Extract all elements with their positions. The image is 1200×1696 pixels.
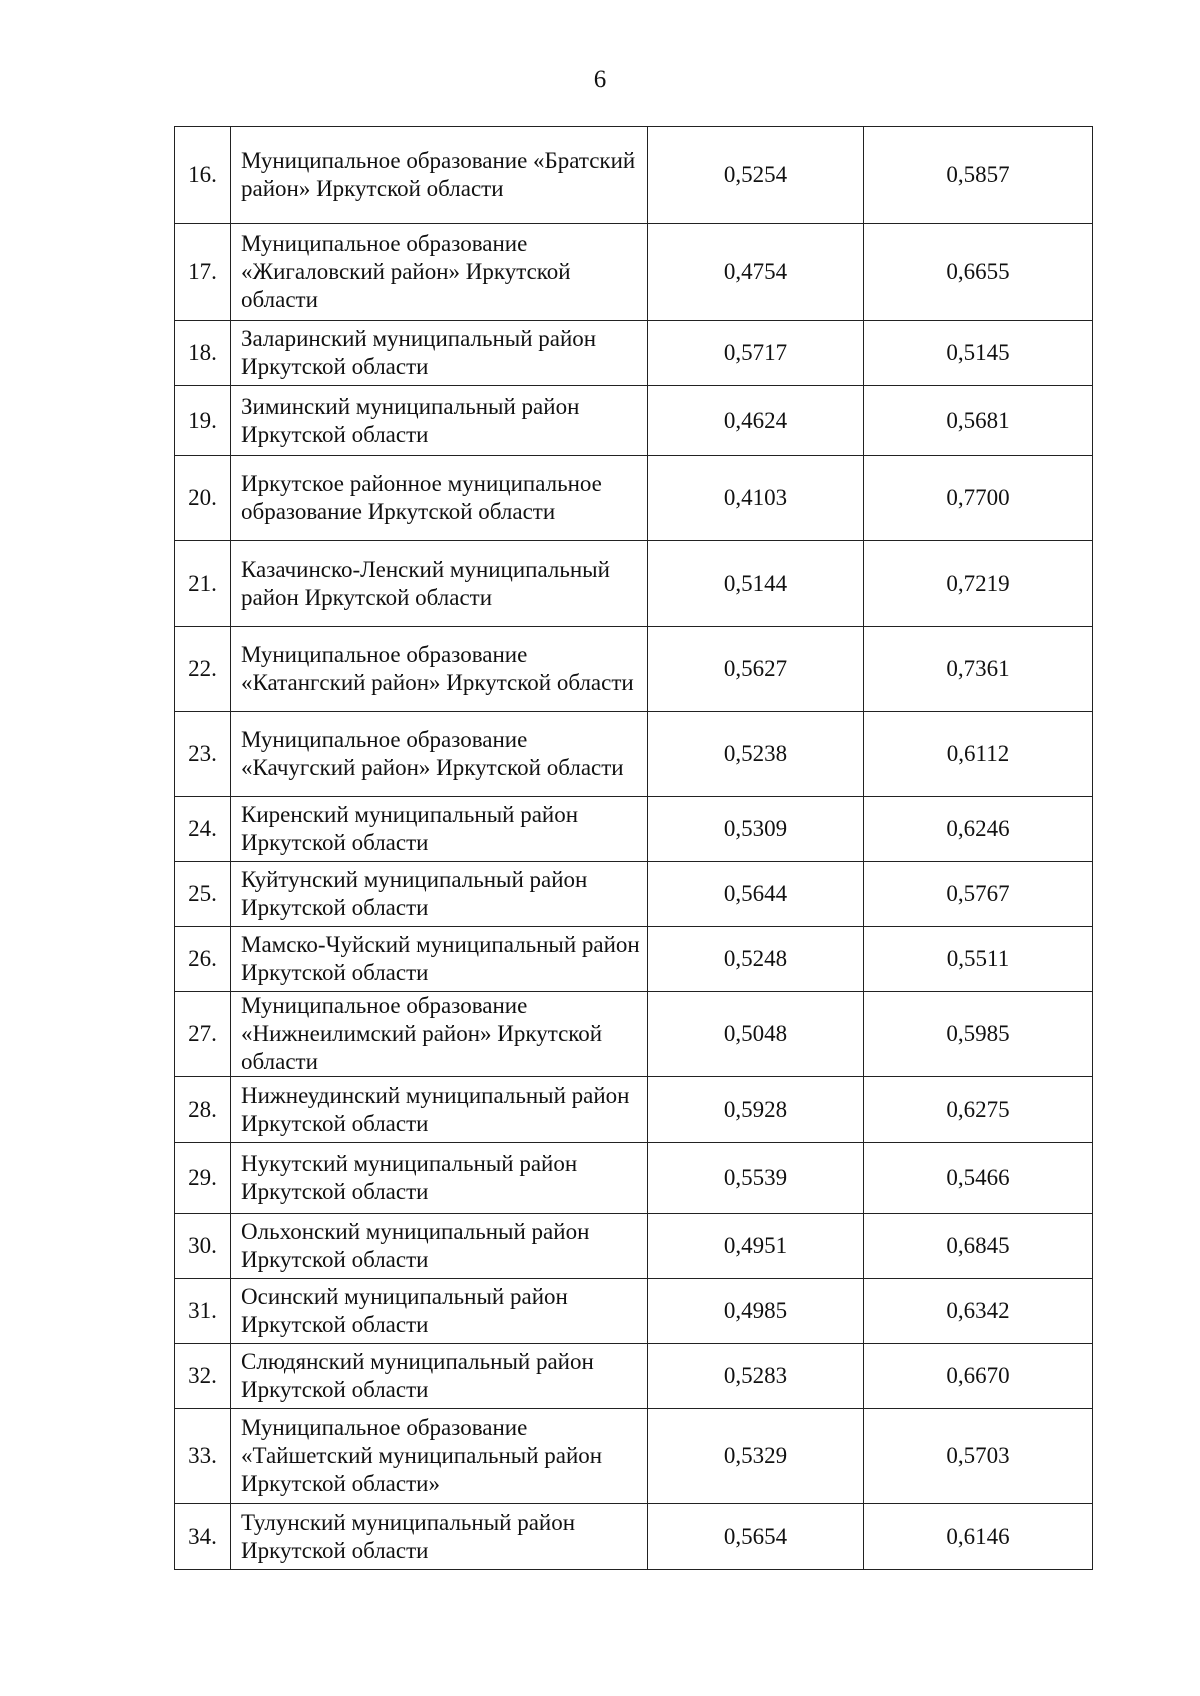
- value-1: 0,4103: [723, 485, 788, 510]
- row-number-cell: [175, 627, 231, 712]
- table-row: [175, 386, 1093, 456]
- row-number: 18.: [188, 340, 217, 365]
- value-1-cell: [648, 224, 864, 321]
- value-1-cell: [648, 127, 864, 224]
- municipality-cell: [231, 1143, 648, 1214]
- value-1-cell: [648, 862, 864, 927]
- municipality-name: Ольхонский муниципальный район Иркутской области: [241, 1219, 590, 1272]
- value-2: 0,5703: [946, 1443, 1010, 1468]
- value-1: 0,5144: [723, 570, 788, 596]
- row-number: 17.: [188, 259, 217, 284]
- municipality-cell: [231, 127, 648, 224]
- value-1-cell: [648, 627, 864, 712]
- municipality-name: Муниципальное образование «Братский район» Иркутской области: [241, 148, 636, 201]
- row-number: 19.: [188, 407, 217, 433]
- value-1-cell: [648, 386, 864, 456]
- municipality-name: Казачинско-Ленский муниципальный район Иркутской области: [241, 556, 610, 610]
- value-2: 0,7700: [946, 485, 1010, 510]
- value-2: 0,5985: [946, 1021, 1010, 1046]
- value-2-cell: [864, 321, 1093, 386]
- municipality-cell: [231, 1504, 648, 1570]
- value-1: 0,5048: [723, 1021, 788, 1046]
- value-2-cell: [864, 1409, 1093, 1504]
- table-row: [175, 712, 1093, 797]
- municipality-cell: [231, 992, 648, 1077]
- row-number: 26.: [188, 946, 217, 971]
- row-number: 28.: [188, 1096, 217, 1122]
- value-2: 0,7219: [946, 570, 1010, 596]
- row-number: 29.: [188, 1165, 217, 1190]
- row-number: 20.: [188, 485, 217, 510]
- value-1-cell: [648, 1077, 864, 1143]
- row-number: 24.: [188, 816, 217, 841]
- value-1-cell: [648, 992, 864, 1077]
- row-number-cell: [175, 386, 231, 456]
- value-2: 0,6112: [946, 741, 1010, 766]
- value-2-cell: [864, 224, 1093, 321]
- row-number: 16.: [188, 162, 217, 187]
- value-1-cell: [648, 456, 864, 541]
- municipality-cell: [231, 627, 648, 712]
- municipality-name: Заларинский муниципальный район Иркутской области: [241, 326, 597, 379]
- table-row: [175, 927, 1093, 992]
- value-2: 0,6670: [946, 1363, 1010, 1388]
- value-2-cell: [864, 127, 1093, 224]
- municipality-name: Иркутское районное муниципальное образование Иркутской области: [241, 471, 602, 524]
- value-2-cell: [864, 712, 1093, 797]
- table-row: [175, 1143, 1093, 1214]
- value-1: 0,5928: [723, 1096, 788, 1122]
- table-row: [175, 1504, 1093, 1570]
- value-1-cell: [648, 927, 864, 992]
- value-1: 0,5238: [723, 741, 788, 766]
- value-1: 0,5654: [723, 1523, 788, 1549]
- value-2-cell: [864, 1143, 1093, 1214]
- value-1: 0,5627: [723, 656, 788, 681]
- table-row: [175, 456, 1093, 541]
- row-number: 22.: [188, 656, 217, 681]
- value-2-cell: [864, 541, 1093, 627]
- value-1-cell: [648, 321, 864, 386]
- row-number-cell: [175, 541, 231, 627]
- row-number: 30.: [188, 1233, 217, 1258]
- value-1: 0,4951: [723, 1233, 788, 1258]
- municipality-cell: [231, 1279, 648, 1344]
- row-number: 27.: [188, 1021, 217, 1046]
- value-2: 0,5681: [946, 407, 1010, 433]
- value-2: 0,6146: [946, 1523, 1010, 1549]
- value-2-cell: [864, 386, 1093, 456]
- value-2: 0,5857: [946, 162, 1010, 187]
- row-number-cell: [175, 712, 231, 797]
- table-row: [175, 1409, 1093, 1504]
- municipality-cell: [231, 456, 648, 541]
- table-row: [175, 862, 1093, 927]
- table-row: [175, 627, 1093, 712]
- municipality-name: Нукутский муниципальный район Иркутской области: [241, 1151, 578, 1204]
- value-1-cell: [648, 1214, 864, 1279]
- table-row: [175, 541, 1093, 627]
- municipality-name: Слюдянский муниципальный район Иркутской области: [241, 1349, 594, 1402]
- row-number: 31.: [188, 1298, 217, 1323]
- table-row: [175, 1344, 1093, 1409]
- municipality-cell: [231, 1409, 648, 1504]
- municipality-name: Муниципальное образование «Качугский район» Иркутской области: [241, 727, 624, 780]
- value-1-cell: [648, 541, 864, 627]
- data-table: [174, 126, 1093, 1570]
- row-number-cell: [175, 797, 231, 862]
- row-number-cell: [175, 1279, 231, 1344]
- table-row: [175, 1279, 1093, 1344]
- value-2-cell: [864, 1214, 1093, 1279]
- value-1: 0,5309: [723, 816, 788, 841]
- table-row: [175, 992, 1093, 1077]
- value-2: 0,7361: [946, 656, 1010, 681]
- value-1: 0,4985: [723, 1298, 788, 1323]
- row-number-cell: [175, 1214, 231, 1279]
- value-1-cell: [648, 1409, 864, 1504]
- value-2-cell: [864, 927, 1093, 992]
- value-2: 0,6655: [946, 259, 1010, 284]
- value-2-cell: [864, 1077, 1093, 1143]
- value-2: 0,5466: [946, 1165, 1010, 1190]
- row-number-cell: [175, 1077, 231, 1143]
- value-2: 0,6342: [946, 1298, 1010, 1323]
- table-row: [175, 224, 1093, 321]
- row-number: 21.: [188, 570, 217, 596]
- municipality-name: Муниципальное образование «Жигаловский район» Иркутской области: [241, 231, 571, 312]
- municipality-name: Нижнеудинский муниципальный район Иркутской области: [241, 1082, 630, 1136]
- row-number-cell: [175, 1409, 231, 1504]
- municipality-cell: [231, 541, 648, 627]
- value-2: 0,6845: [946, 1233, 1010, 1258]
- row-number: 23.: [188, 741, 217, 766]
- table-row: [175, 1077, 1093, 1143]
- value-2-cell: [864, 992, 1093, 1077]
- value-1: 0,5329: [723, 1443, 788, 1468]
- value-1: 0,5248: [723, 946, 788, 971]
- municipality-name: Осинский муниципальный район Иркутской области: [241, 1284, 568, 1337]
- row-number-cell: [175, 321, 231, 386]
- value-2-cell: [864, 1279, 1093, 1344]
- row-number-cell: [175, 1344, 231, 1409]
- municipality-name: Киренский муниципальный район Иркутской области: [241, 802, 579, 855]
- value-2-cell: [864, 456, 1093, 541]
- value-1: 0,4624: [723, 407, 788, 433]
- value-1-cell: [648, 1279, 864, 1344]
- row-number: 32.: [188, 1363, 217, 1388]
- municipality-cell: [231, 224, 648, 321]
- row-number-cell: [175, 992, 231, 1077]
- row-number: 33.: [188, 1443, 217, 1468]
- page-number: 6: [593, 66, 607, 93]
- value-1: 0,5254: [723, 162, 788, 187]
- value-1-cell: [648, 1344, 864, 1409]
- municipality-cell: [231, 797, 648, 862]
- value-1-cell: [648, 797, 864, 862]
- value-2: 0,5511: [946, 946, 1010, 971]
- table-row: [175, 797, 1093, 862]
- value-2: 0,5145: [946, 340, 1010, 365]
- municipality-cell: [231, 321, 648, 386]
- value-1-cell: [648, 712, 864, 797]
- municipality-name: Муниципальное образование «Нижнеилимский район» Иркутской области: [241, 993, 603, 1074]
- value-1: 0,5283: [723, 1363, 788, 1388]
- value-1-cell: [648, 1143, 864, 1214]
- municipality-name: Куйтунский муниципальный район Иркутской области: [241, 867, 588, 920]
- value-1: 0,5717: [723, 340, 788, 365]
- municipality-cell: [231, 927, 648, 992]
- municipality-name: Муниципальное образование «Катангский район» Иркутской области: [241, 642, 634, 695]
- row-number-cell: [175, 927, 231, 992]
- row-number-cell: [175, 456, 231, 541]
- municipality-cell: [231, 1077, 648, 1143]
- municipality-cell: [231, 386, 648, 456]
- row-number-cell: [175, 862, 231, 927]
- value-2-cell: [864, 627, 1093, 712]
- row-number: 34.: [188, 1523, 217, 1549]
- table-row: [175, 1214, 1093, 1279]
- value-2: 0,6246: [946, 816, 1010, 841]
- value-1: 0,5644: [723, 881, 788, 906]
- value-1: 0,4754: [723, 259, 788, 284]
- municipality-cell: [231, 1214, 648, 1279]
- value-1: 0,5539: [723, 1165, 788, 1190]
- value-2-cell: [864, 862, 1093, 927]
- municipality-cell: [231, 862, 648, 927]
- table-row: [175, 321, 1093, 386]
- municipality-name: Муниципальное образование «Тайшетский муниципальный район Иркутской области»: [241, 1415, 603, 1496]
- municipality-name: Зиминский муниципальный район Иркутской области: [241, 393, 580, 447]
- value-1-cell: [648, 1504, 864, 1570]
- row-number: 25.: [188, 881, 217, 906]
- row-number-cell: [175, 224, 231, 321]
- value-2: 0,5767: [946, 881, 1010, 906]
- value-2-cell: [864, 797, 1093, 862]
- municipality-cell: [231, 1344, 648, 1409]
- value-2-cell: [864, 1344, 1093, 1409]
- row-number-cell: [175, 127, 231, 224]
- row-number-cell: [175, 1504, 231, 1570]
- municipality-cell: [231, 712, 648, 797]
- value-2: 0,6275: [946, 1096, 1010, 1122]
- value-2-cell: [864, 1504, 1093, 1570]
- municipality-name: Мамско-Чуйский муниципальный район Иркутской области: [241, 932, 640, 985]
- table-row: [175, 127, 1093, 224]
- municipality-name: Тулунский муниципальный район Иркутской области: [241, 1509, 576, 1563]
- row-number-cell: [175, 1143, 231, 1214]
